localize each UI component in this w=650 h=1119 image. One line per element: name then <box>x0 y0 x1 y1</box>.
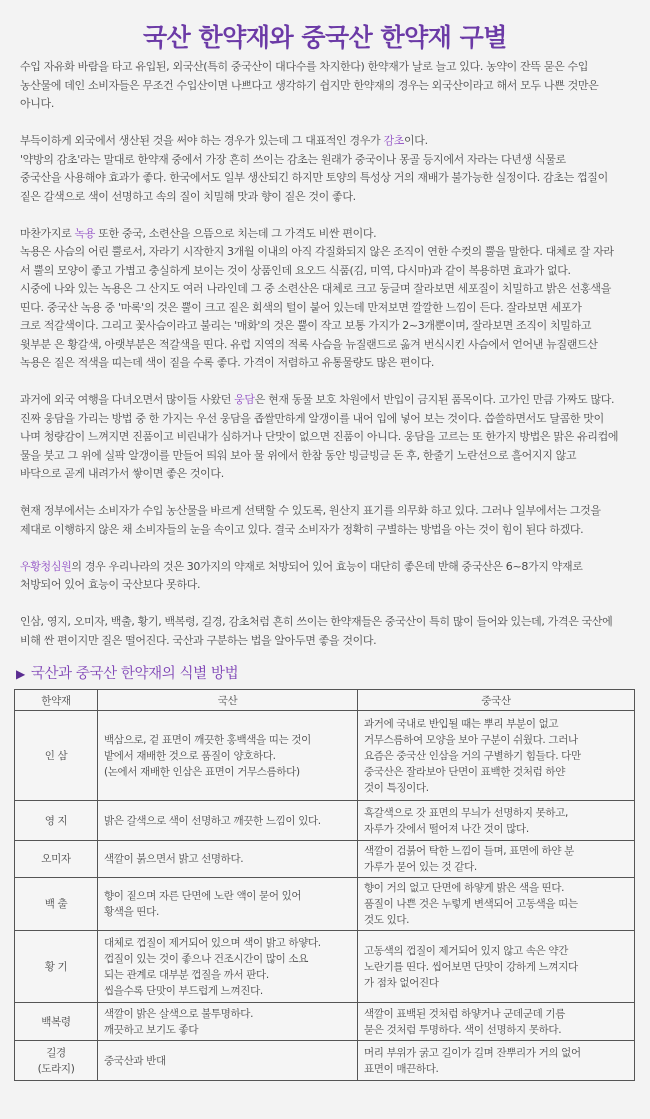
chinese-cell: 과거에 국내로 반입될 때는 뿌리 부분이 없고 거무스름하여 모양을 보아 구분이 쉬웠다. 그러나 요즘은 중국산 인삼을 거의 구별하기 힘들다. 다만 중국산은 잘라보아 단면이 표백한 것처럼 하얀 것이 특징이다. <box>358 711 635 801</box>
paragraph-gap <box>14 539 636 558</box>
paragraph-text: 부득이하게 외국에서 생산된 것을 써야 하는 경우가 있는데 그 대표적인 경우가 <box>20 134 384 147</box>
article-body <box>14 58 636 650</box>
domestic-cell: 중국산과 반대 <box>98 1041 358 1081</box>
paragraph-text: 수입 자유화 바람을 타고 유입된, 외국산(특히 중국산이 대다수를 차지한다) 한약재가 날로 늘고 있다. 농약이 잔뜩 묻은 수입 농산물에 데인 소비자들은 무조건 수입산이면 나쁘다고 생각하기 쉽지만 한약재의 경우는 외국산이라고 해서 모두 나쁜 것만은 아니다. <box>20 60 599 110</box>
paragraph-text: 또한 중국, 소련산을 으뜸으로 치는데 그 가격도 비싼 편이다. 녹용은 사슴의 어린 뿔로서, 자라기 시작한지 3개월 이내의 아직 각질화되지 않은 조직이 연한 수컷의 뿔을 말한다. 대체로 잘 자라 서 뿔의 모양이 좋고 가볍고 충실하게 보이는 것이 상품인데 요오드 식품(김, 미역, 다시마)과 같이 복용하면 효과가 없다. 시중에 나와 있는 녹용은 그 산지도 여러 나라인데 그 중 소련산은 대체로 크고 둥글며 잘라보면 세포질이 치밀하고 밝은 선홍색을 띤다. 중국산 녹용 중 '마록'의 것은 뿔이 크고 짙은 회색의 털이 붙어 있는데 만져보면 깔깔한 느낌이 든다. 잘라보면 세포가 크로 적갈색이다. 그리고 꽃사슴이라고 불리는 '매화'의 것은 뿔이 작고 보통 가지가 2~3개뿐이며, 잘라보면 조직이 치밀하고 윗부분 은 황갈색, 아랫부분은 적갈색을 띤다. 유럽 지역의 적록 사슴을 뉴질랜드로 옮겨 번식시킨 사슴에서 얻어낸 뉴질랜드산 녹용은 짙은 적색을 띠는데 색이 짙을 수록 좋다. 가격이 저렴하고 유통물량도 많은 편이다. <box>20 226 614 369</box>
herb-name-cell: 백 출 <box>15 878 98 931</box>
table-row <box>15 711 635 801</box>
paragraph-text: 과거에 외국 여행을 다녀오면서 많이들 사왔던 <box>20 393 235 406</box>
chinese-cell: 향이 거의 없고 단면에 하얗게 밝은 색을 띤다. 품질이 나쁜 것은 누렇게 변색되어 고동색을 띠는 것도 있다. <box>358 878 635 931</box>
paragraph <box>14 558 636 595</box>
herb-name-cell: 길경 (도라지) <box>15 1041 98 1081</box>
paragraph-gap <box>14 373 636 392</box>
domestic-cell: 대체로 껍질이 제거되어 있으며 색이 밝고 하얗다. 껍질이 있는 것이 좋으나 건조시간이 많이 소요 되는 관계로 대부분 껍질을 까서 판다. 씹을수록 단맛이 부드럽게 느껴진다. <box>98 931 358 1003</box>
table-row <box>15 878 635 931</box>
header-domestic: 국산 <box>98 690 358 711</box>
paragraph <box>14 225 636 373</box>
herb-name-cell: 인 삼 <box>15 711 98 801</box>
chinese-cell: 흑갈색으로 갓 표면의 무늬가 선명하지 못하고, 자루가 갓에서 떨어져 나간 것이 많다. <box>358 801 635 841</box>
paragraph-gap <box>14 114 636 133</box>
chinese-cell: 고동색의 껍질이 제거되어 있지 않고 속은 약간 노란기를 띤다. 씹어보면 단맛이 강하게 느껴지다 가 점차 없어진다 <box>358 931 635 1003</box>
table-header-row <box>15 690 635 711</box>
paragraph <box>14 613 636 650</box>
herb-name-cell: 오미자 <box>15 841 98 878</box>
paragraph-text: 이다. '약방의 감초'라는 말대로 한약재 중에서 가장 흔히 쓰이는 감초는 원래가 중국이나 몽골 등지에서 자라는 다년생 식물로 중국산을 사용해야 효과가 좋다. 한국에서도 일부 생산되긴 하지만 토양의 특성상 거의 재배가 불가능한 실정이다. 감초는 껍질이 짙은 갈색으로 색이 선명하고 속의 질이 치밀해 맛과 향이 짙은 것이 좋다. <box>20 134 608 203</box>
table-row <box>15 1041 635 1081</box>
chinese-cell: 머리 부위가 굵고 길이가 길며 잔뿌리가 거의 없어 표면이 매끈하다. <box>358 1041 635 1081</box>
paragraph-text: 마찬가지로 <box>20 226 75 240</box>
section-heading <box>14 662 636 683</box>
highlight-term: 감초 <box>383 134 405 147</box>
paragraph <box>14 132 636 206</box>
paragraph-gap <box>14 595 636 614</box>
herb-comparison-table <box>14 689 635 1081</box>
page-title: 국산 한약재와 중국산 한약재 구별 <box>143 23 507 52</box>
paragraph-text: 은 현재 동물 보호 차원에서 반입이 금지된 품목이다. 고가인 만큼 가짜도 많다. 진짜 웅담을 가리는 방법 중 한 가지는 우선 웅담을 좁쌀만하게 알갱이를 내어 입에 넣어 보는 것이다. 씁쓸하면서도 달콤한 맛이 나며 청량감이 느껴지면 진품이고 비린내가 심하거나 단맛이 없으면 진품이 아니다. 웅담을 고르는 또 한가지 방법은 맑은 유리컵에 물을 붓고 그 위에 실팍 알갱이를 만들어 띄워 보아 물 위에서 한참 동안 빙글빙글 돈 후, 한줄기 노란선으로 흘어지지 않고 바닥으로 곧게 내려가서 쌓이면 좋은 것이다. <box>20 393 619 480</box>
chinese-cell: 색깔이 표백된 것처럼 하얗거나 군데군데 기름 묻은 것처럼 투명하다. 색이 선명하지 못하다. <box>358 1003 635 1041</box>
highlight-term: 웅담 <box>234 393 255 406</box>
table-row <box>15 931 635 1003</box>
header-chinese: 중국산 <box>358 690 635 711</box>
paragraph-text: 현재 정부에서는 소비자가 수입 농산물을 바르게 선택할 수 있도록, 원산지 표기를 의무화 하고 있다. 그러나 일부에서는 그것을 제대로 이행하지 않은 채 소비자들의 눈을 속이고 있다. 결국 소비자가 정확히 구별하는 방법을 아는 것이 힘이 된다 하겠다. <box>20 504 601 536</box>
highlight-term: 우황청심원 <box>20 559 72 573</box>
paragraph <box>14 502 636 539</box>
table-row <box>15 801 635 841</box>
paragraph-gap <box>14 484 636 503</box>
triangle-right-icon: ▶ <box>16 667 25 681</box>
chinese-cell: 색깔이 검붉어 탁한 느낌이 들며, 표면에 하얀 분 가루가 묻어 있는 것 같다. <box>358 841 635 878</box>
highlight-term: 녹용 <box>74 226 96 240</box>
domestic-cell: 색깔이 붉으면서 밝고 선명하다. <box>98 841 358 878</box>
herb-name-cell: 황 기 <box>15 931 98 1003</box>
paragraph-text: 인삼, 영지, 오미자, 백출, 황기, 백복령, 길경, 감초처럼 흔히 쓰이는 한약재들은 중국산이 특히 많이 들어와 있는데, 가격은 국산에 비해 싼 편이지만 질은 떨어진다. 국산과 구분하는 법을 알아두면 좋을 것이다. <box>20 615 613 647</box>
paragraph-text: 의 경우 우리나라의 것은 30가지의 약재로 처방되어 있어 효능이 대단히 좋은데 반해 중국산은 6~8가지 약재로 처방되어 있어 효능이 국산보다 못하다. <box>20 559 583 591</box>
domestic-cell: 향이 짙으며 자른 단면에 노란 액이 묻어 있어 황색을 띤다. <box>98 878 358 931</box>
header-herb: 한약재 <box>15 690 98 711</box>
paragraph <box>14 391 636 484</box>
section-title: 국산과 중국산 한약재의 식별 방법 <box>30 666 239 682</box>
herb-name-cell: 백복령 <box>15 1003 98 1041</box>
herb-name-cell: 영 지 <box>15 801 98 841</box>
domestic-cell: 색깔이 밝은 살색으로 불투명하다. 깨끗하고 보기도 좋다 <box>98 1003 358 1041</box>
table-row <box>15 1003 635 1041</box>
paragraph-gap <box>14 206 636 225</box>
domestic-cell: 밝은 갈색으로 색이 선명하고 깨끗한 느낌이 있다. <box>98 801 358 841</box>
paragraph <box>14 58 636 114</box>
domestic-cell: 백삼으로, 겉 표면이 깨끗한 홍백색을 띠는 것이 밭에서 재배한 것으로 품질이 양호하다. (논에서 재배한 인삼은 표면이 거무스름하다) <box>98 711 358 801</box>
table-row <box>15 841 635 878</box>
